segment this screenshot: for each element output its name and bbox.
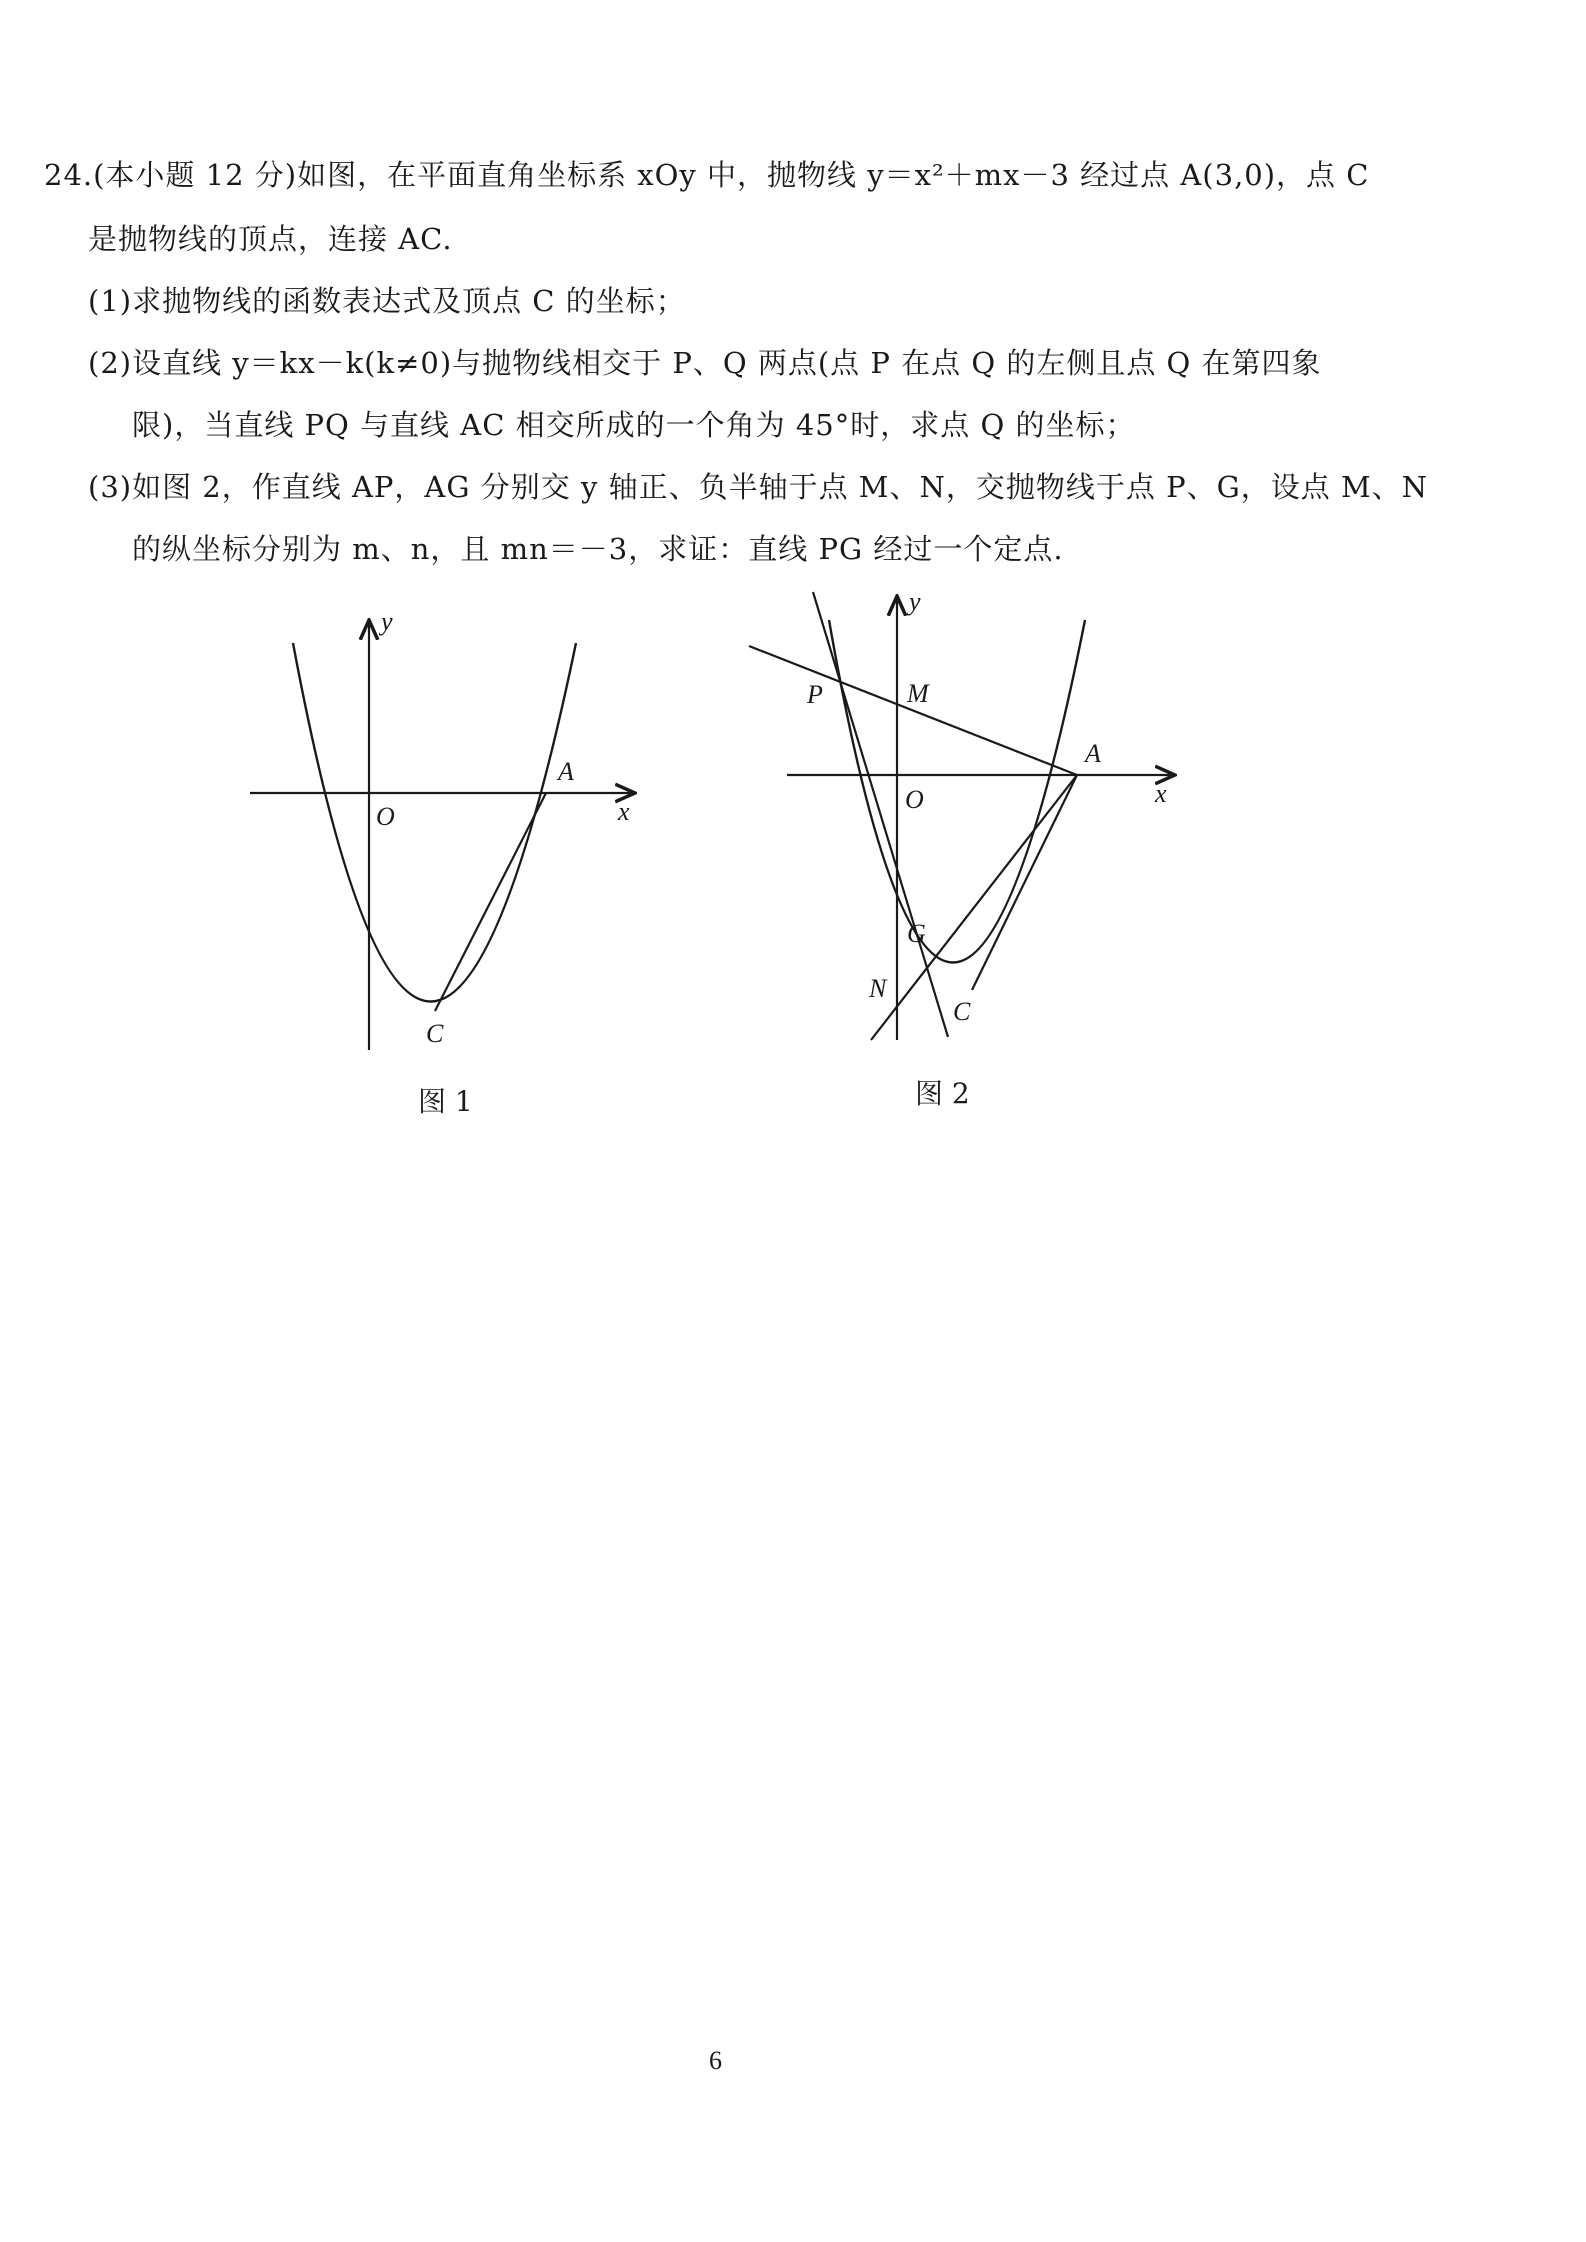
- fig2-label-c: C: [953, 997, 971, 1026]
- question-part-3: (3)如图 2，作直线 AP，AG 分别交 y 轴正、负半轴于点 M、N，交抛物线于点 P、G，设点 M、N: [88, 470, 1429, 504]
- figure-2-caption: 图 2: [915, 1077, 970, 1110]
- fig2-parabola: [829, 620, 1085, 963]
- fig1-label-c: C: [426, 1019, 444, 1048]
- fig1-label-o: O: [376, 802, 395, 831]
- fig2-label-p: P: [807, 680, 823, 709]
- question-part-3-cont: 的纵坐标分别为 m、n，且 mn＝－3，求证：直线 PG 经过一个定点.: [132, 532, 1064, 566]
- fig2-segment-ac: [972, 775, 1077, 990]
- fig2-label-o: O: [905, 785, 924, 814]
- fig2-label-y: y: [909, 587, 921, 616]
- fig2-line-pg: [813, 592, 948, 1037]
- fig2-label-n: N: [869, 974, 887, 1003]
- figure-1: [240, 590, 660, 1070]
- page-number: 6: [709, 2046, 722, 2075]
- fig1-parabola: [293, 643, 576, 1002]
- figure-2: [735, 580, 1195, 1050]
- fig2-label-a: A: [1085, 739, 1101, 768]
- question-part-2: (2)设直线 y＝kx－k(k≠0)与抛物线相交于 P、Q 两点(点 P 在点 Q 的左侧且点 Q 在第四象: [88, 346, 1322, 380]
- question-part-2-cont: 限)，当直线 PQ 与直线 AC 相交所成的一个角为 45°时，求点 Q 的坐标；: [132, 408, 1136, 442]
- figure-1-caption: 图 1: [418, 1085, 473, 1118]
- question-line-2: 是抛物线的顶点，连接 AC.: [88, 222, 453, 256]
- fig1-segment-ac: [435, 793, 546, 1011]
- fig1-label-x: x: [618, 797, 630, 826]
- question-line-1: 24.(本小题 12 分)如图，在平面直角坐标系 xOy 中，抛物线 y＝x²＋mx－3 经过点 A(3,0)，点 C: [44, 158, 1370, 192]
- fig2-label-x: x: [1155, 779, 1167, 808]
- question-part-1: (1)求抛物线的函数表达式及顶点 C 的坐标；: [88, 284, 686, 318]
- fig2-label-g: G: [907, 919, 926, 948]
- fig2-label-m: M: [907, 679, 929, 708]
- fig1-label-a: A: [558, 757, 574, 786]
- fig2-line-ap: [749, 646, 1077, 775]
- fig1-label-y: y: [381, 607, 393, 636]
